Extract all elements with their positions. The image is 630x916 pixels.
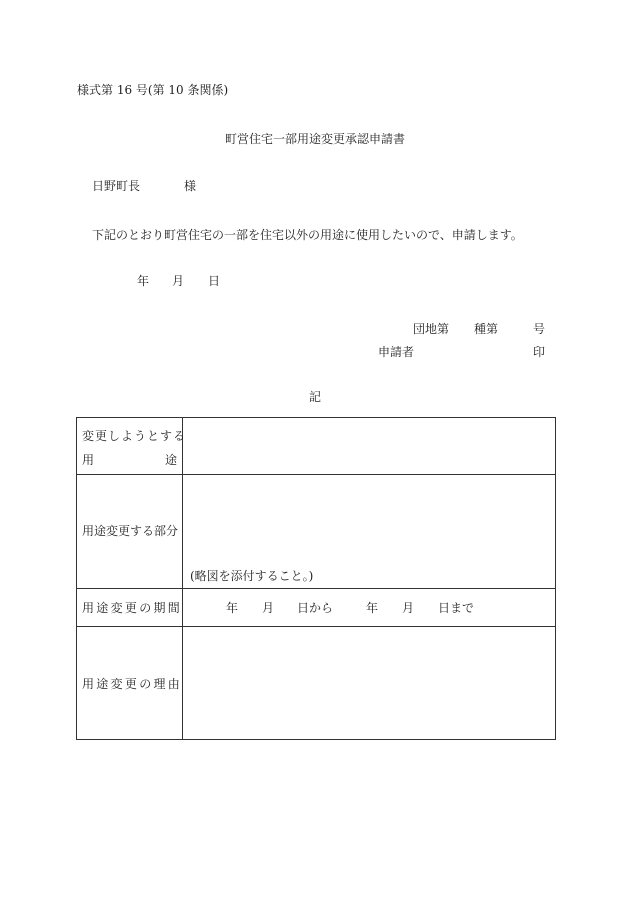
date-year-label: 年 xyxy=(137,274,150,288)
applicant-label: 申請者 xyxy=(378,345,415,359)
form-number: 様式第 16 号(第 10 条関係) xyxy=(77,83,229,97)
part-note: (略図を添付すること。) xyxy=(190,569,314,583)
use-input-cell[interactable] xyxy=(183,418,555,474)
period-end-month-label: 月 xyxy=(402,601,415,615)
addressee-honorific: 様 xyxy=(184,179,197,193)
ki-heading: 記 xyxy=(308,390,321,404)
use-label-line2-b: 途 xyxy=(165,453,178,467)
period-start-day-label: 日から xyxy=(297,601,334,615)
part-input-cell[interactable] xyxy=(183,475,555,588)
body-text: 下記のとおり町営住宅の一部を住宅以外の用途に使用したいので、申請します。 xyxy=(92,228,523,242)
application-table xyxy=(76,417,556,740)
table-row-reason xyxy=(77,627,555,739)
reason-input-cell[interactable] xyxy=(183,627,555,739)
shu-label: 種第 xyxy=(474,322,499,336)
go-label: 号 xyxy=(533,322,546,336)
document-title: 町営住宅一部用途変更承認申請書 xyxy=(224,132,405,146)
period-input-cell[interactable] xyxy=(183,589,555,626)
addressee-mayor: 日野町長 xyxy=(92,179,141,193)
seal-label: 印 xyxy=(533,345,546,359)
period-end-day-label: 日まで xyxy=(438,601,475,615)
period-start-year-label: 年 xyxy=(226,601,239,615)
part-label: 用途変更する部分 xyxy=(82,524,179,538)
period-label: 用途変更の期間 xyxy=(82,601,183,615)
table-row-use xyxy=(77,418,555,475)
date-day-label: 日 xyxy=(208,274,221,288)
period-start-month-label: 月 xyxy=(262,601,275,615)
use-label-line2-a: 用 xyxy=(82,453,95,467)
table-row-period xyxy=(77,589,555,627)
danchi-label: 団地第 xyxy=(413,322,450,336)
use-label-cell xyxy=(77,418,187,474)
date-month-label: 月 xyxy=(172,274,185,288)
reason-label: 用途変更の理由 xyxy=(82,677,183,691)
period-end-year-label: 年 xyxy=(366,601,379,615)
table-row-part xyxy=(77,475,555,589)
reason-label-cell xyxy=(77,627,183,739)
period-label-cell xyxy=(77,589,183,626)
part-label-cell xyxy=(77,475,183,588)
use-label-line1: 変更しようとする xyxy=(82,429,187,443)
